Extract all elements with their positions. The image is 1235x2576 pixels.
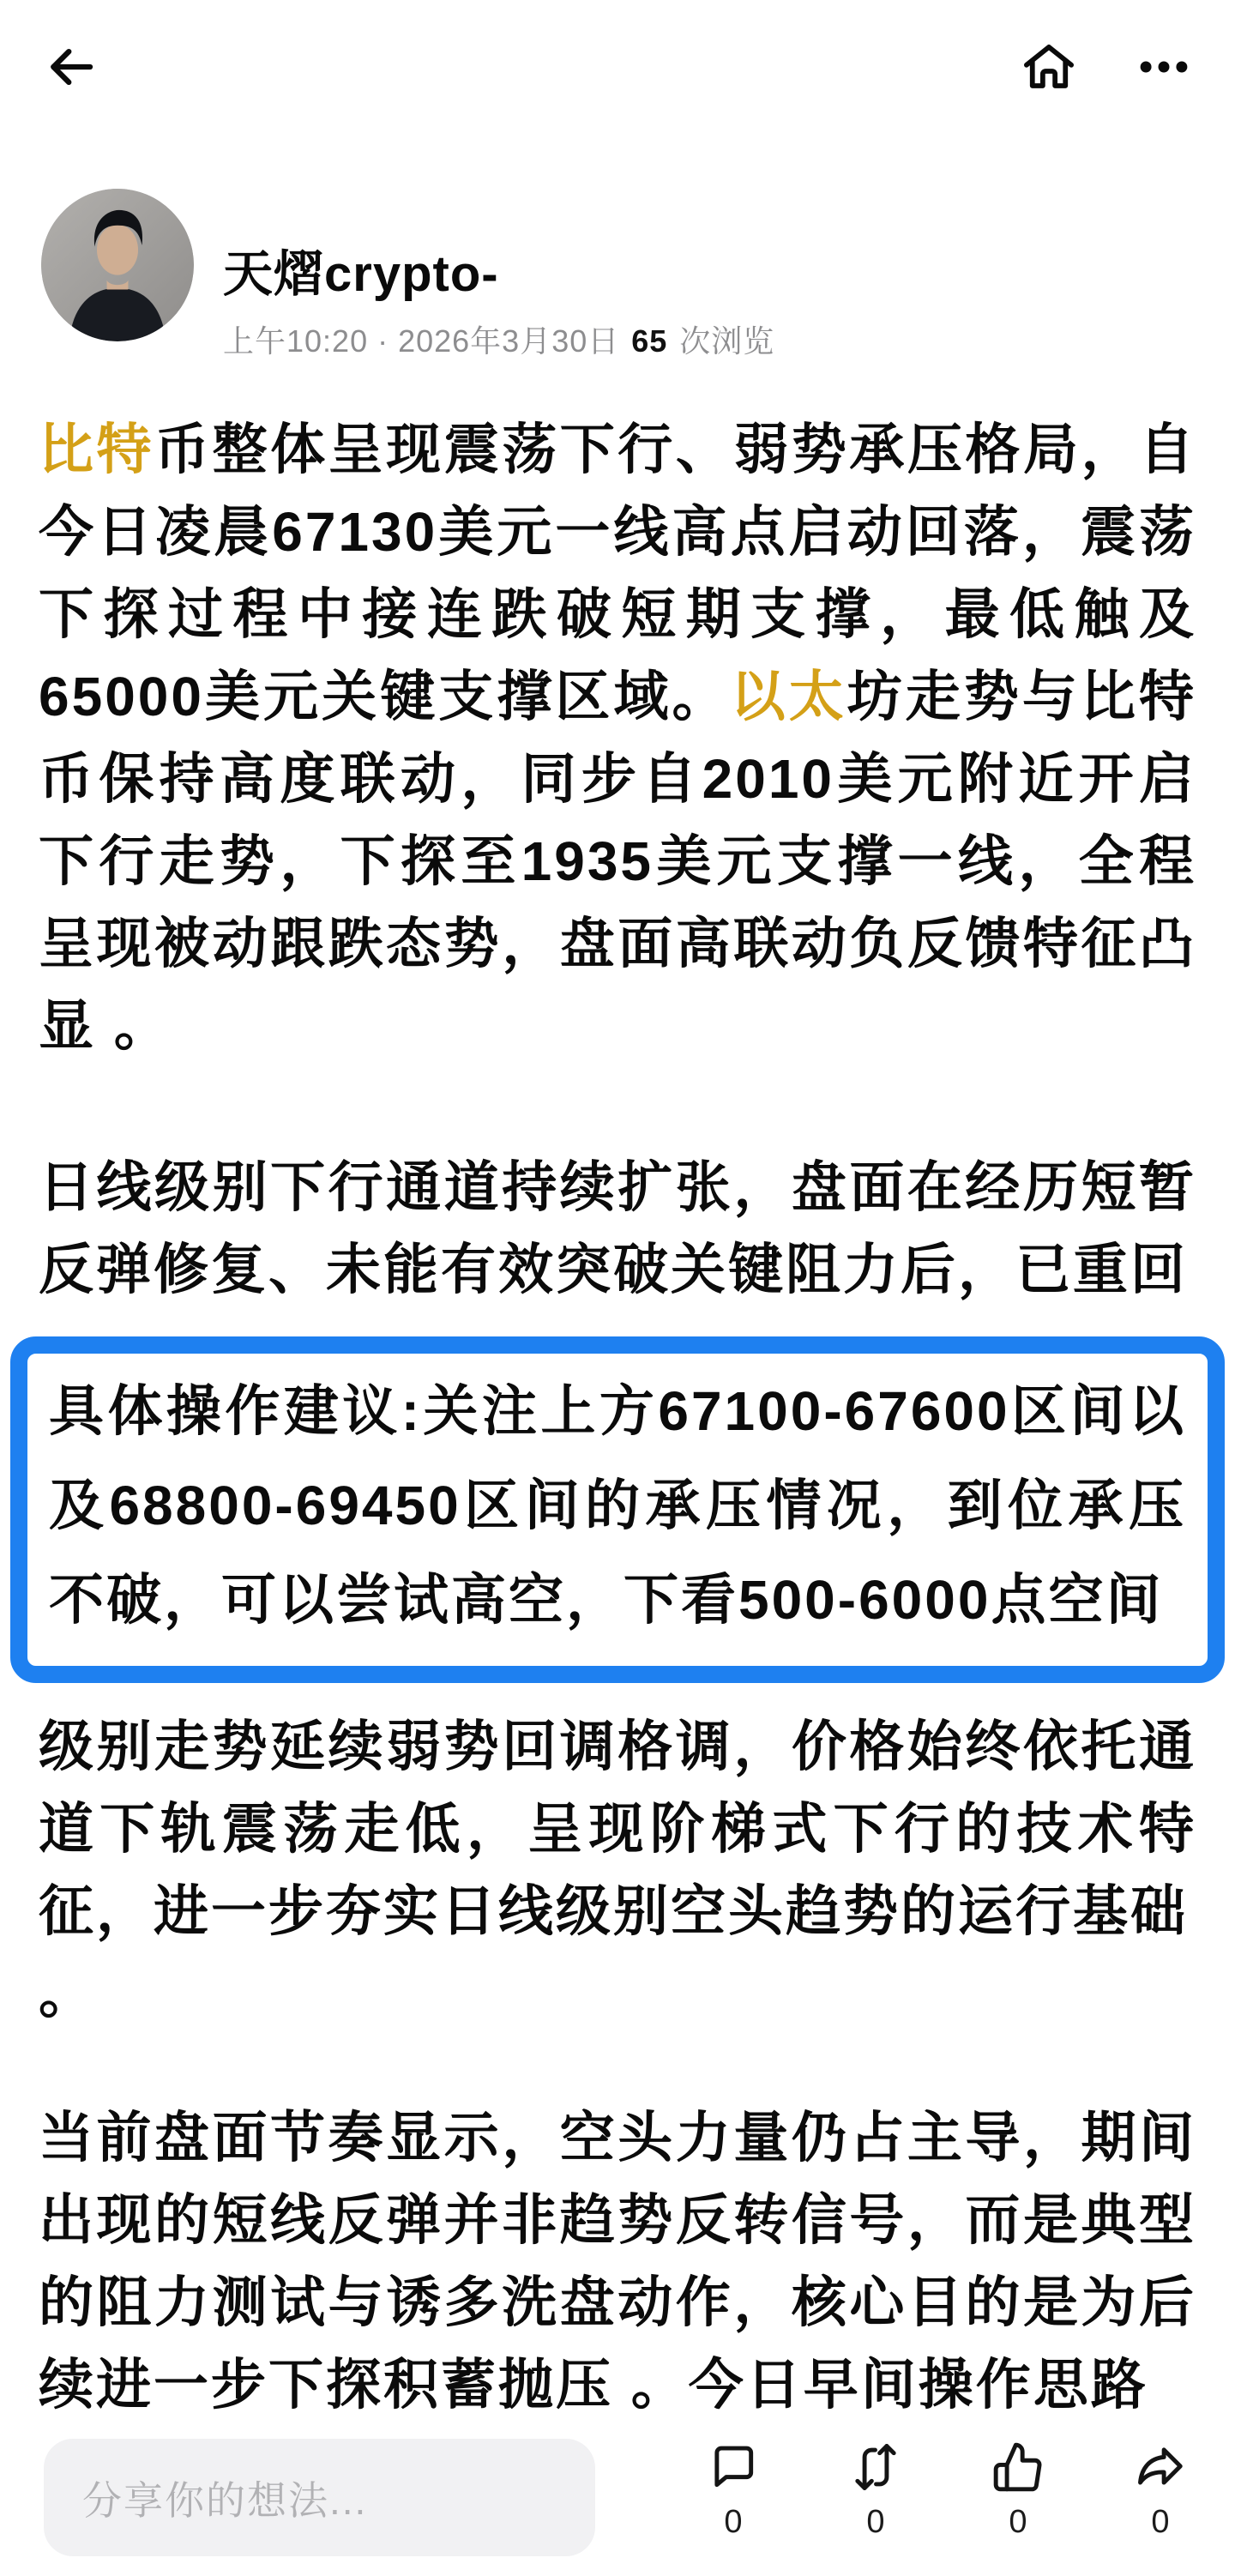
like-button[interactable] xyxy=(971,2440,1065,2573)
repost-icon xyxy=(849,2440,902,2494)
back-arrow-icon xyxy=(43,39,99,95)
repost-button[interactable] xyxy=(828,2440,923,2573)
back-button[interactable] xyxy=(43,39,99,95)
post-actions xyxy=(686,2440,1208,2573)
paragraph-1-text-b: 坊走势与比特币保持高度联动，同步自2010美元附近开启下行走势，下探至1935美元支撑一线，全程呈现被动跟跌态势，盘面高联动负反馈特征凸显 。 xyxy=(39,666,1197,1057)
paragraph-1-text-a: 币整体呈现震荡下行、弱势承压格局，自今日凌晨67130美元一线高点启动回落，震荡下探过程中接连跌破短期支撑，最低触及65000美元关键支撑区域。 xyxy=(39,419,1197,727)
more-dots-icon xyxy=(1136,54,1192,80)
author-row xyxy=(41,189,1196,361)
paragraph-3: 级别走势延续弱势回调格调，价格始终依托通道下轨震荡走低，呈现阶梯式下行的技术特征，进一步夯实日线级别空头趋势的运行基础 xyxy=(39,1716,1196,1943)
share-count: 0 xyxy=(1151,2504,1170,2540)
avatar-portrait xyxy=(41,189,194,341)
thumbs-up-icon xyxy=(991,2440,1045,2494)
paragraph-2: 日线级别下行通道持续扩张，盘面在经历短暂反弹修复、未能有效突破关键阻力后，已重回 xyxy=(39,1156,1196,1300)
post-timestamp: 上午10:20 · 2026年3月30日 xyxy=(223,323,620,359)
top-nav-bar xyxy=(0,0,1235,113)
comment-button[interactable] xyxy=(686,2440,780,2573)
more-options-button[interactable] xyxy=(1136,54,1192,80)
home-icon xyxy=(1019,39,1079,95)
paragraph-3-period: 。 xyxy=(39,1963,96,2025)
author-text-block xyxy=(223,189,774,361)
home-button[interactable] xyxy=(1019,39,1079,95)
top-nav-right-group xyxy=(1019,39,1192,95)
paragraph-1 xyxy=(39,408,1196,1067)
article-body xyxy=(0,408,1235,2426)
comment-input-placeholder: 分享你的想法... xyxy=(82,2477,368,2523)
trade-advice-callout xyxy=(10,1336,1225,1683)
author-name[interactable]: 天熠crypto- xyxy=(223,246,499,302)
comment-count: 0 xyxy=(724,2504,743,2540)
repost-count: 0 xyxy=(866,2504,885,2540)
trade-advice-text: 具体操作建议:关注上方67100-67600区间以及68800-69450区间的承压情况，到位承压不破，可以尝试高空，下看500-6000点空间 xyxy=(49,1380,1186,1632)
views-label: 次浏览 xyxy=(679,323,775,359)
comment-bubble-icon xyxy=(707,2440,760,2494)
paragraph-4: 当前盘面节奏显示，空头力量仍占主导，期间出现的短线反弹并非趋势反转信号，而是典型的阻力测试与诱多洗盘动作，核心目的是为后续进一步下探积蓄抛压 。今日早间操作思路 xyxy=(39,2107,1196,2416)
comment-input[interactable] xyxy=(44,2439,595,2556)
share-button[interactable] xyxy=(1113,2440,1208,2573)
bottom-action-bar xyxy=(0,2436,1235,2576)
share-arrow-icon xyxy=(1134,2440,1187,2494)
views-count: 65 xyxy=(631,323,668,359)
author-avatar[interactable] xyxy=(41,189,194,341)
highlight-eth: 以太 xyxy=(730,666,847,727)
like-count: 0 xyxy=(1009,2504,1027,2540)
highlight-btc: 比特 xyxy=(39,419,155,480)
post-meta xyxy=(223,317,774,361)
